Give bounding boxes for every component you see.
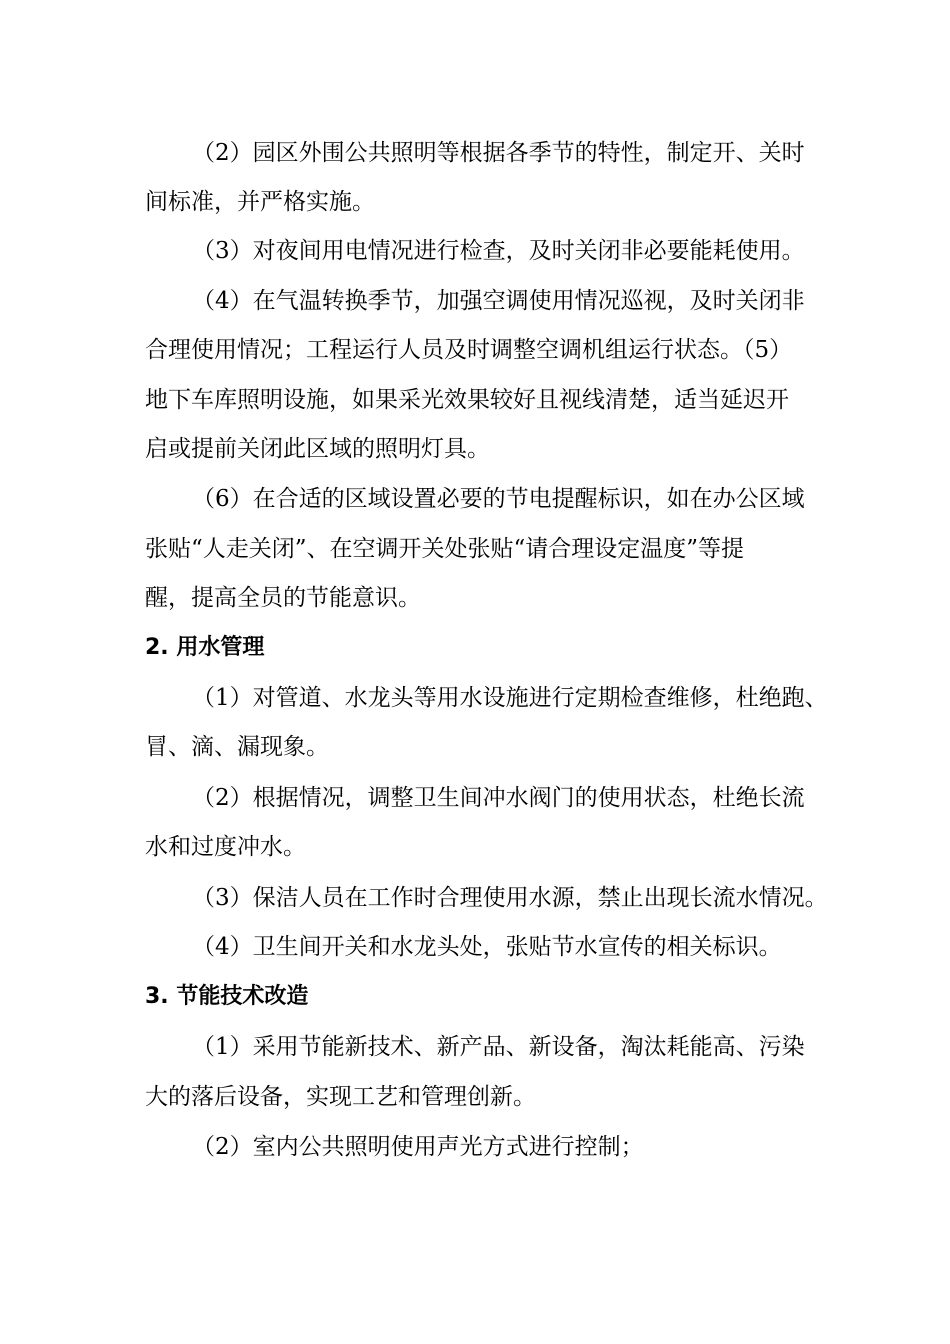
paragraph-line: 合理使用情况；工程运行人员及时调整空调机组运行状态。（5） — [145, 337, 793, 363]
paragraph-line: 醒，提高全员的节能意识。 — [145, 585, 421, 611]
paragraph-line: （3）对夜间用电情况进行检查，及时关闭非必要能耗使用。 — [192, 238, 805, 264]
paragraph-line: 冒、滴、漏现象。 — [145, 734, 329, 760]
paragraph-line: 大的落后设备，实现工艺和管理创新。 — [145, 1084, 536, 1110]
paragraph-line: （2）室内公共照明使用声光方式进行控制； — [192, 1134, 644, 1160]
paragraph-line: （4）卫生间开关和水龙头处，张贴节水宣传的相关标识。 — [192, 934, 782, 960]
section-heading-tech: 3. 节能技术改造 — [145, 984, 309, 1009]
paragraph-line: 地下车库照明设施，如果采光效果较好且视线清楚，适当延迟开 — [145, 387, 789, 413]
paragraph-line: 水和过度冲水。 — [145, 834, 306, 860]
paragraph-line: （2）根据情况，调整卫生间冲水阀门的使用状态，杜绝长流 — [192, 785, 805, 811]
paragraph-line: （6）在合适的区域设置必要的节电提醒标识，如在办公区域 — [192, 486, 805, 512]
paragraph-line: （3）保洁人员在工作时合理使用水源，禁止出现长流水情况。 — [192, 885, 828, 911]
paragraph-line: （4）在气温转换季节，加强空调使用情况巡视，及时关闭非 — [192, 288, 805, 314]
paragraph-line: 启或提前关闭此区域的照明灯具。 — [145, 436, 490, 462]
paragraph-line: （1）采用节能新技术、新产品、新设备，淘汰耗能高、污染 — [192, 1034, 805, 1060]
paragraph-line: 间标准，并严格实施。 — [145, 189, 375, 215]
section-heading-water: 2. 用水管理 — [145, 635, 265, 660]
paragraph-line: （1）对管道、水龙头等用水设施进行定期检查维修，杜绝跑、 — [192, 685, 828, 711]
paragraph-line: 张贴“人走关闭”、在空调开关处张贴“请合理设定温度”等提 — [145, 536, 745, 562]
paragraph-line: （2）园区外围公共照明等根据各季节的特性，制定开、关时 — [192, 140, 805, 166]
